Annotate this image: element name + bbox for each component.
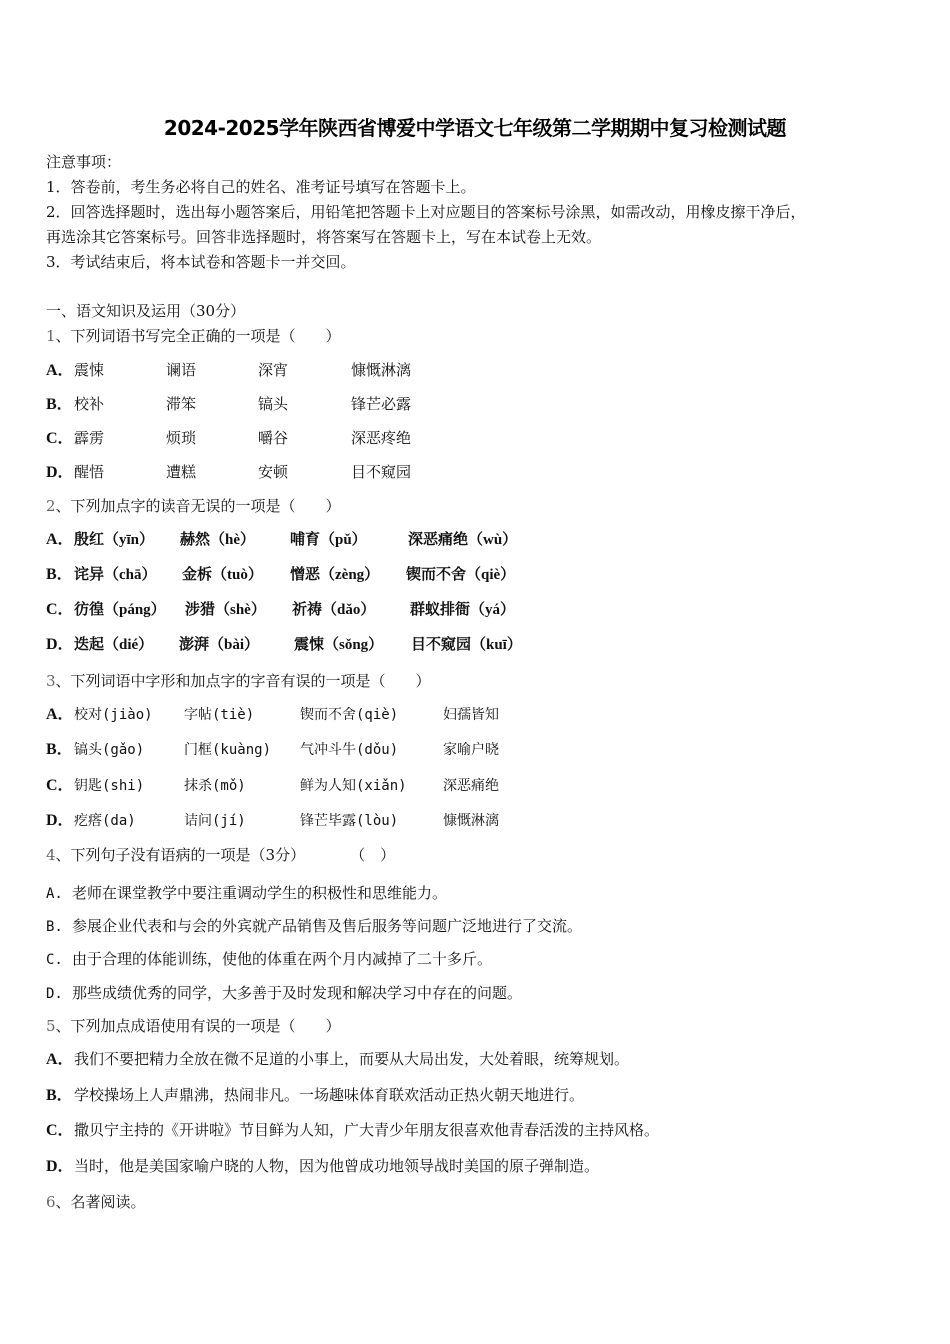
option-label: D.: [46, 986, 63, 1002]
option-word: 震悚: [74, 361, 105, 379]
q1-option-b: [46, 394, 926, 416]
option-label: C.: [46, 952, 63, 968]
page-title: 2024-2025学年陕西省博爱中学语文七年级第二学期期中复习检测试题: [163, 116, 787, 140]
option-word: 抹杀(mǒ): [184, 778, 246, 794]
q4-option-c: [46, 949, 492, 970]
option-word: 醒悟: [74, 463, 105, 481]
option-word: 气冲斗牛(dǒu): [300, 742, 399, 758]
question-text: 、下列加点字的读音无误的一项是（ ）: [55, 497, 341, 515]
q3-option-a: [46, 705, 926, 727]
notice-item: 再选涂其它答案标号。回答非选择题时，将答案写在答题卡上，写在本试卷上无效。: [46, 228, 602, 246]
option-word: 哺育（pǔ）: [290, 532, 367, 548]
option-word: 金柝（tuò）: [182, 567, 263, 583]
q5-option-d: [46, 1156, 599, 1177]
option-word: 深宵: [258, 361, 289, 379]
question-number: 6: [46, 1193, 56, 1211]
option-text: 老师在课堂教学中要注重调动学生的积极性和思维能力。: [72, 884, 448, 902]
q4-option-a: [46, 883, 447, 904]
q5-option-b: [46, 1085, 584, 1106]
option-word: 深恶痛绝（wù）: [408, 532, 518, 548]
option-word: 锲而不舍(qiè): [300, 707, 399, 723]
option-word: 妇孺皆知: [443, 707, 499, 723]
question-5-stem: [46, 1016, 341, 1036]
option-label: A．: [46, 1051, 74, 1068]
q2-option-b: [46, 565, 926, 587]
option-word: 祈祷（dǎo）: [292, 602, 376, 618]
option-word: 深恶疼绝: [351, 429, 412, 447]
option-text: 学校操场上人声鼎沸，热闹非凡。一场趣味体育联欢活动正热火朝天地进行。: [74, 1086, 585, 1104]
option-word: 彷徨（páng）: [74, 602, 166, 618]
question-number: 4: [46, 846, 56, 864]
notice-item: 3．考试结束后，将本试卷和答题卡一并交回。: [46, 253, 356, 271]
option-label: A．: [46, 531, 74, 548]
option-label: C．: [46, 777, 74, 794]
option-word: 钥匙(shi): [74, 778, 145, 794]
option-label: A．: [46, 706, 74, 723]
q3-option-c: [46, 776, 926, 798]
option-word: 锋芒毕露(lòu): [300, 813, 399, 829]
option-text: 参展企业代表和与会的外宾就产品销售及售后服务等问题广泛地进行了交流。: [72, 917, 583, 935]
q4-option-b: [46, 916, 582, 937]
option-word: 谰语: [166, 361, 197, 379]
question-2-stem: [46, 496, 341, 516]
option-word: 锋芒必露: [351, 395, 412, 413]
question-text: 、下列词语书写完全正确的一项是（ ）: [55, 327, 341, 345]
option-word: 遭糕: [166, 463, 197, 481]
option-word: 镐头(gǎo): [74, 742, 145, 758]
option-text: 那些成绩优秀的同学，大多善于及时发现和解决学习中存在的问题。: [72, 984, 523, 1002]
option-label: B．: [46, 1087, 73, 1104]
option-word: 家喻户晓: [443, 742, 499, 758]
option-word: 烦琐: [166, 429, 197, 447]
question-number: 1: [46, 327, 56, 345]
option-word: 深恶痛绝: [443, 778, 499, 794]
q1-option-a: [46, 360, 926, 382]
option-label: A.: [46, 886, 63, 902]
question-text: 、下列加点成语使用有误的一项是（ ）: [55, 1017, 341, 1035]
option-label: D．: [46, 812, 74, 829]
question-number: 2: [46, 497, 56, 515]
option-text: 当时，他是美国家喻户晓的人物，因为他曾成功地领导战时美国的原子弹制造。: [74, 1157, 600, 1175]
option-word: 嚼谷: [258, 429, 289, 447]
q1-option-c: [46, 428, 926, 450]
q5-option-c: [46, 1120, 659, 1141]
q2-option-a: [46, 530, 926, 552]
option-word: 憎恶（zèng）: [290, 567, 380, 583]
option-word: 目不窥园: [351, 463, 412, 481]
option-word: 震悚（sǒng）: [294, 637, 384, 653]
option-word: 镐头: [258, 395, 289, 413]
option-word: 霹雳: [74, 429, 105, 447]
option-word: 涉猎（shè）: [185, 602, 266, 618]
q2-option-d: [46, 635, 926, 657]
option-label: C．: [46, 430, 74, 447]
option-label: C．: [46, 1122, 74, 1139]
q3-option-b: [46, 740, 926, 762]
option-word: 诧异（chā）: [74, 567, 157, 583]
option-word: 字帖(tiè): [184, 707, 255, 723]
question-text: 、下列词语中字形和加点字的字音有误的一项是（ ）: [55, 672, 431, 690]
question-6-stem: [46, 1192, 146, 1212]
option-label: D．: [46, 636, 74, 653]
option-word: 锲而不舍（qiè）: [406, 567, 516, 583]
q2-option-c: [46, 600, 926, 622]
option-word: 慷慨淋漓: [443, 813, 499, 829]
option-word: 迭起（dié）: [74, 637, 154, 653]
option-word: 安顿: [258, 463, 289, 481]
question-4-stem: [46, 845, 395, 865]
question-text: 、下列句子没有语病的一项是（3分） （ ）: [55, 846, 396, 864]
notice-heading: 注意事项：: [46, 153, 122, 171]
option-text: 由于合理的体能训练，使他的体重在两个月内减掉了二十多斤。: [72, 950, 493, 968]
option-label: C．: [46, 601, 74, 618]
option-word: 澎湃（bài）: [179, 637, 260, 653]
q5-option-a: [46, 1049, 629, 1070]
option-label: D．: [46, 464, 74, 481]
q4-option-d: [46, 983, 522, 1004]
option-label: B．: [46, 566, 73, 583]
option-word: 赫然（hè）: [180, 532, 256, 548]
option-word: 目不窥园（kuī）: [411, 637, 522, 653]
option-word: 诘问(jí): [184, 813, 246, 829]
notice-item: 1．答卷前，考生务必将自己的姓名、准考证号填写在答题卡上。: [46, 178, 476, 196]
option-word: 滞笨: [166, 395, 197, 413]
option-word: 鲜为人知(xiǎn): [300, 778, 407, 794]
question-1-stem: [46, 326, 341, 346]
option-label: B．: [46, 741, 73, 758]
option-word: 校对(jiào): [74, 707, 153, 723]
option-label: D．: [46, 1158, 74, 1175]
option-word: 校补: [74, 395, 105, 413]
option-word: 群蚁排衙（yá）: [410, 602, 516, 618]
option-text: 我们不要把精力全放在微不足道的小事上，而要从大局出发，大处着眼，统筹规划。: [74, 1050, 630, 1068]
q1-option-d: [46, 462, 926, 484]
option-word: 殷红（yīn）: [74, 532, 155, 548]
question-text: 、名著阅读。: [55, 1193, 146, 1211]
option-label: B．: [46, 396, 73, 413]
question-number: 3: [46, 672, 56, 690]
question-number: 5: [46, 1017, 56, 1035]
section-heading: 一、语文知识及运用（30分）: [46, 302, 246, 320]
question-3-stem: [46, 671, 431, 691]
notice-item: 2．回答选择题时，选出每小题答案后，用铅笔把答题卡上对应题目的答案标号涂黑，如需改动，用橡皮擦干净后，: [46, 203, 806, 221]
option-text: 撒贝宁主持的《开讲啦》节目鲜为人知，广大青少年朋友很喜欢他青春活泼的主持风格。: [74, 1121, 660, 1139]
option-label: B.: [46, 919, 63, 935]
option-word: 慷慨淋漓: [351, 361, 412, 379]
option-word: 门框(kuàng): [184, 742, 272, 758]
option-word: 疙瘩(da): [74, 813, 136, 829]
option-label: A．: [46, 362, 74, 379]
q3-option-d: [46, 811, 926, 833]
